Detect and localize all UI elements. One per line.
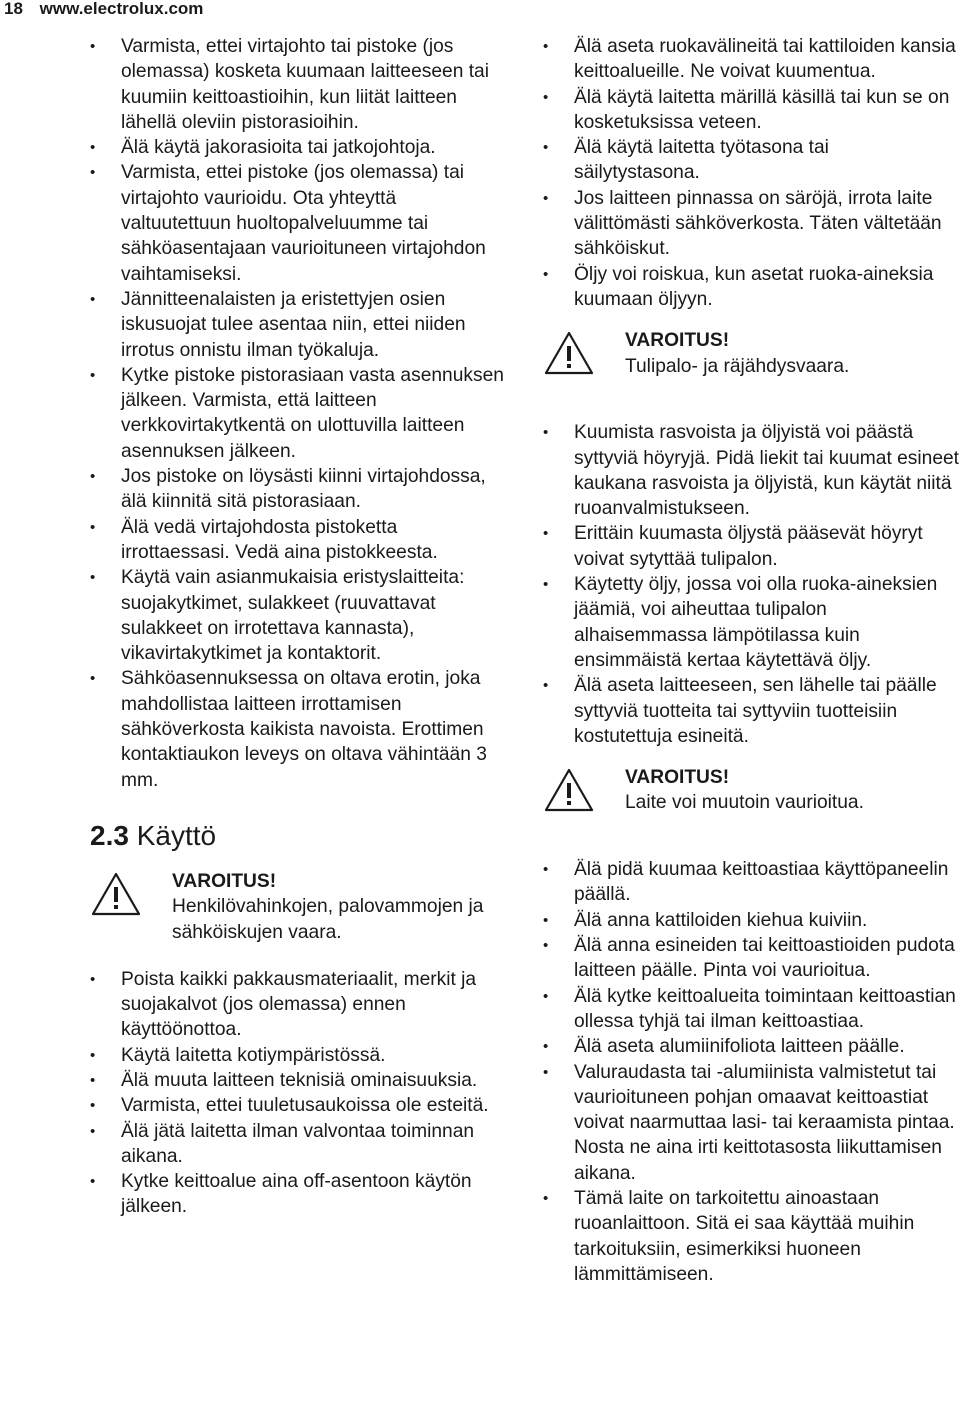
list-item: • Käytä laitetta kotiympäristössä. bbox=[90, 1043, 510, 1068]
warning-text: Henkilövahinkojen, palovammojen ja sähköiskujen vaara. bbox=[172, 896, 484, 943]
list-item: • Öljy voi roiskua, kun asetat ruoka-aineksia kuumaan öljyyn. bbox=[543, 262, 960, 313]
section-heading bbox=[90, 819, 510, 853]
list-item: • Älä pidä kuumaa keittoastiaa käyttöpaneelin päällä. bbox=[543, 857, 960, 908]
list-item: • Kytke pistoke pistorasiaan vasta asennuksen jälkeen. Varmista, että laitteen verkkovirtakytkentä on ulottuvilla laitteen asennuksen jälkeen. bbox=[90, 363, 510, 464]
left-column bbox=[90, 34, 510, 1220]
list-item: • Jos laitteen pinnassa on säröjä, irrota laite välittömästi sähköverkosta. Täten vältetään sähköiskut. bbox=[543, 186, 960, 262]
list-item: • Älä kytke keittoalueita toimintaan keittoastian ollessa tyhjä tai ilman keittoastiaa. bbox=[543, 984, 960, 1035]
warning-box bbox=[543, 328, 960, 398]
list-item: • Älä jätä laitetta ilman valvontaa toiminnan aikana. bbox=[90, 1119, 510, 1170]
section-title: Käyttö bbox=[136, 819, 217, 851]
bullet-list-1 bbox=[543, 34, 960, 312]
warning-text: Tulipalo- ja räjähdysvaara. bbox=[625, 355, 850, 377]
list-item: • Älä käytä laitetta työtasona tai säilytystasona. bbox=[543, 135, 960, 186]
list-item: • Älä käytä jakorasioita tai jatkojohtoja. bbox=[90, 135, 510, 160]
list-item: • Älä muuta laitteen teknisiä ominaisuuksia. bbox=[90, 1068, 510, 1093]
warning-box bbox=[543, 765, 960, 835]
list-item: • Älä anna esineiden tai keittoastioiden pudota laitteen päälle. Pinta voi vaurioitua. bbox=[543, 933, 960, 984]
list-item: • Älä aseta ruokavälineitä tai kattiloiden kansia keittoalueille. Ne voivat kuumentua. bbox=[543, 34, 960, 85]
list-item: • Sähköasennuksessa on oltava erotin, joka mahdollistaa laitteen irrottamisen sähköverkosta kaikista navoista. Erottimen kontaktiaukon leveys on oltava vähintään 3 mm. bbox=[90, 666, 510, 792]
list-item: • Varmista, ettei pistoke (jos olemassa) tai virtajohto vaurioidu. Ota yhteyttä valtuutettuun huoltopalveluumme tai sähköasentajaan vaurioituneen virtajohdon vaihtamiseksi. bbox=[90, 160, 510, 286]
section-number: 2.3 bbox=[90, 819, 129, 851]
warning-title: VAROITUS! bbox=[172, 870, 277, 892]
list-item: • Jos pistoke on löysästi kiinni virtajohdossa, älä kiinnitä sitä pistorasiaan. bbox=[90, 464, 510, 515]
warning-title: VAROITUS! bbox=[625, 330, 730, 352]
bullet-list-top bbox=[90, 34, 510, 793]
list-item: • Kytke keittoalue aina off-asentoon käytön jälkeen. bbox=[90, 1169, 510, 1220]
warning-text: Laite voi muutoin vaurioitua. bbox=[625, 792, 864, 814]
warning-triangle-icon bbox=[543, 330, 595, 376]
warning-title: VAROITUS! bbox=[625, 767, 730, 789]
list-item: • Jännitteenalaisten ja eristettyjen osien iskusuojat tulee asentaa niin, ettei niiden irrotus onnistu ilman työkaluja. bbox=[90, 287, 510, 363]
list-item: • Käytetty öljy, jossa voi olla ruoka-aineksien jäämiä, voi aiheuttaa tulipalon alhaisemmassa lämpötilassa kuin ensimmäistä kertaa käytettävä öljy. bbox=[543, 572, 960, 673]
bullet-list-2 bbox=[543, 420, 960, 749]
list-item: • Älä vedä virtajohdosta pistoketta irrottaessasi. Vedä aina pistokkeesta. bbox=[90, 515, 510, 566]
warning-triangle-icon bbox=[90, 871, 142, 917]
bullet-list-3 bbox=[543, 857, 960, 1287]
site-url: www.electrolux.com bbox=[39, 0, 204, 18]
list-item: • Valuraudasta tai -alumiinista valmistetut tai vaurioituneen pohjan omaavat keittoastiat voivat naarmuttaa lasi- tai keraamista pintaa. Nosta ne aina irti keittotasosta liikuttamisen aikana. bbox=[543, 1060, 960, 1186]
page-header bbox=[4, 0, 203, 18]
list-item: • Varmista, ettei virtajohto tai pistoke (jos olemassa) kosketa kuumaan laitteeseen tai kuumiin keittoastioihin, kun liität laitteen lähellä oleviin pistorasioihin. bbox=[90, 34, 510, 135]
bullet-list-bottom bbox=[90, 967, 510, 1220]
list-item: • Kuumista rasvoista ja öljyistä voi päästä syttyviä höyryjä. Pidä liekit tai kuumat esineet kaukana rasvoista ja öljyistä, kun käytät niitä ruoanvalmistukseen. bbox=[543, 420, 960, 521]
list-item: • Älä aseta laitteeseen, sen lähelle tai päälle syttyviä tuotteita tai syttyviin tuotteisiin kostutettuja esineitä. bbox=[543, 673, 960, 749]
list-item: • Älä anna kattiloiden kiehua kuiviin. bbox=[543, 908, 960, 933]
list-item: • Älä aseta alumiinifoliota laitteen päälle. bbox=[543, 1034, 960, 1059]
right-column bbox=[543, 34, 960, 1287]
list-item: • Käytä vain asianmukaisia eristyslaitteita: suojakytkimet, sulakkeet (ruuvattavat sulakkeet on irrotettava kannasta), vikavirtakytkimet ja kontaktorit. bbox=[90, 565, 510, 666]
list-item: • Poista kaikki pakkausmateriaalit, merkit ja suojakalvot (jos olemassa) ennen käyttöönottoa. bbox=[90, 967, 510, 1043]
list-item: • Varmista, ettei tuuletusaukoissa ole esteitä. bbox=[90, 1093, 510, 1118]
page-number: 18 bbox=[4, 0, 23, 18]
list-item: • Älä käytä laitetta märillä käsillä tai kun se on kosketuksissa veteen. bbox=[543, 85, 960, 136]
list-item: • Tämä laite on tarkoitettu ainoastaan ruoanlaittoon. Sitä ei saa käyttää muihin tarkoituksiin, esimerkiksi huoneen lämmittämiseen. bbox=[543, 1186, 960, 1287]
warning-box bbox=[90, 869, 510, 945]
warning-triangle-icon bbox=[543, 767, 595, 813]
list-item: • Erittäin kuumasta öljystä pääsevät höyryt voivat sytyttää tulipalon. bbox=[543, 521, 960, 572]
